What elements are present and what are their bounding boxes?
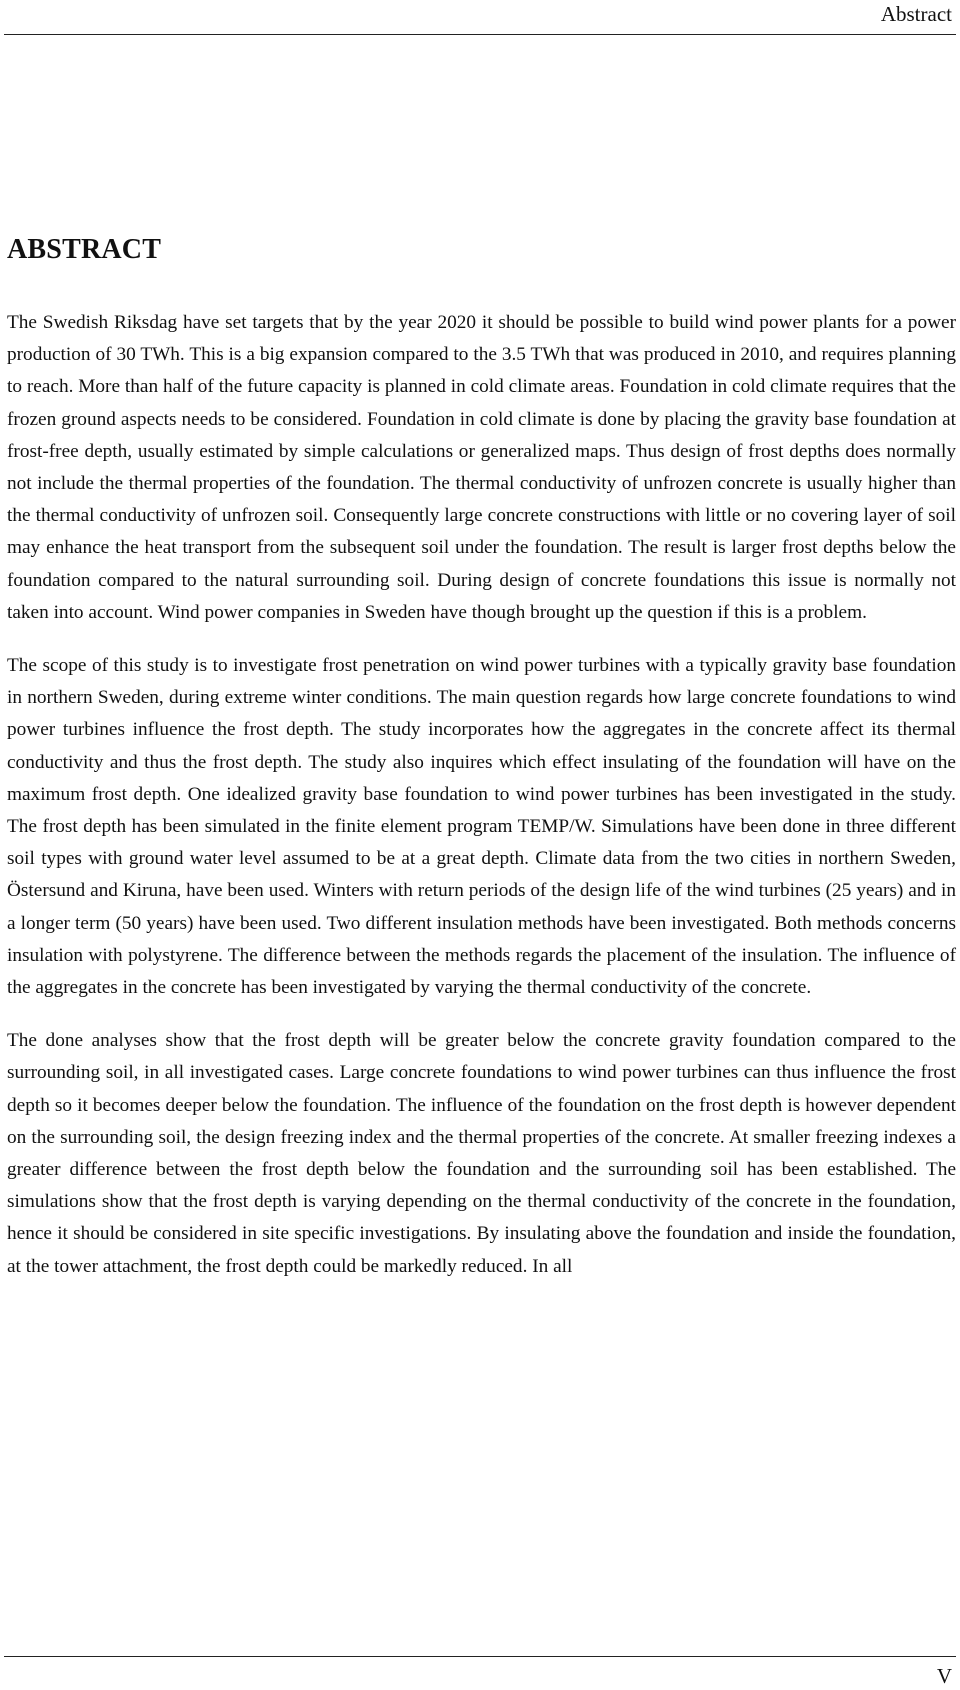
page-number: V [936, 1664, 952, 1688]
paragraph-results: The done analyses show that the frost depth will be greater below the concrete gravity foundation compared to the surrounding soil, in all investigated cases. Large concrete foundations to wind power turbines can thus influence the frost depth so it becomes deeper below the foundation. The influence of the foundation on the frost depth is however dependent on the surrounding soil, the design freezing index and the thermal properties of the concrete. At smaller freezing indexes a greater difference between the frost depth below the foundation and the surrounding soil has been established. The simulations show that the frost depth is varying depending on the thermal conductivity of the concrete in the foundation, hence it should be considered in site specific investigations. By insulating above the foundation and inside the foundation, at the tower attachment, the frost depth could be markedly reduced. In all [7, 1030, 956, 1277]
header-section-label: Abstract [880, 2, 952, 26]
page-content [7, 230, 956, 1304]
running-footer [4, 1656, 956, 1690]
paragraph-background: The Swedish Riksdag have set targets that by the year 2020 it should be possible to build wind power plants for a power production of 30 TWh. This is a big expansion compared to the 3.5 TWh that was produced in 2010, and requires planning to reach. More than half of the future capacity is planned in cold climate areas. Foundation in cold climate requires that the frozen ground aspects needs to be considered. Foundation in cold climate is done by placing the gravity base foundation at frost-free depth, usually estimated by simple calculations or generalized maps. Thus design of frost depths does normally not include the thermal properties of the foundation. The thermal conductivity of unfrozen concrete is usually higher than the thermal conductivity of unfrozen soil. Consequently large concrete constructions with little or no covering layer of soil may enhance the heat transport from the subsequent soil under the foundation. The result is larger frost depths below the foundation compared to the natural surrounding soil. During design of concrete foundations this issue is normally not taken into account. Wind power companies in Sweden have though brought up the question if this is a problem. [7, 312, 956, 623]
running-header [4, 0, 956, 35]
paragraph-scope: The scope of this study is to investigate frost penetration on wind power turbines with a typically gravity base foundation in northern Sweden, during extreme winter conditions. The main question regards how large concrete foundations to wind power turbines influence the frost depth. The study incorporates how the aggregates in the concrete affect its thermal conductivity and thus the frost depth. The study also inquires which effect insulating of the foundation will have on the maximum frost depth. One idealized gravity base foundation to wind power turbines has been investigated in the study. The frost depth has been simulated in the finite element program TEMP/W. Simulations have been done in three different soil types with ground water level assumed to be at a great depth. Climate data from the two cities in northern Sweden, Östersund and Kiruna, have been used. Winters with return periods of the design life of the wind turbines (25 years) and in a longer term (50 years) have been used. Two different insulation methods have been investigated. Both methods concerns insulation with polystyrene. The difference between the methods regards the placement of the insulation. The influence of the aggregates in the concrete has been investigated by varying the thermal conductivity of the concrete. [7, 655, 956, 999]
abstract-heading: ABSTRACT [7, 234, 162, 265]
